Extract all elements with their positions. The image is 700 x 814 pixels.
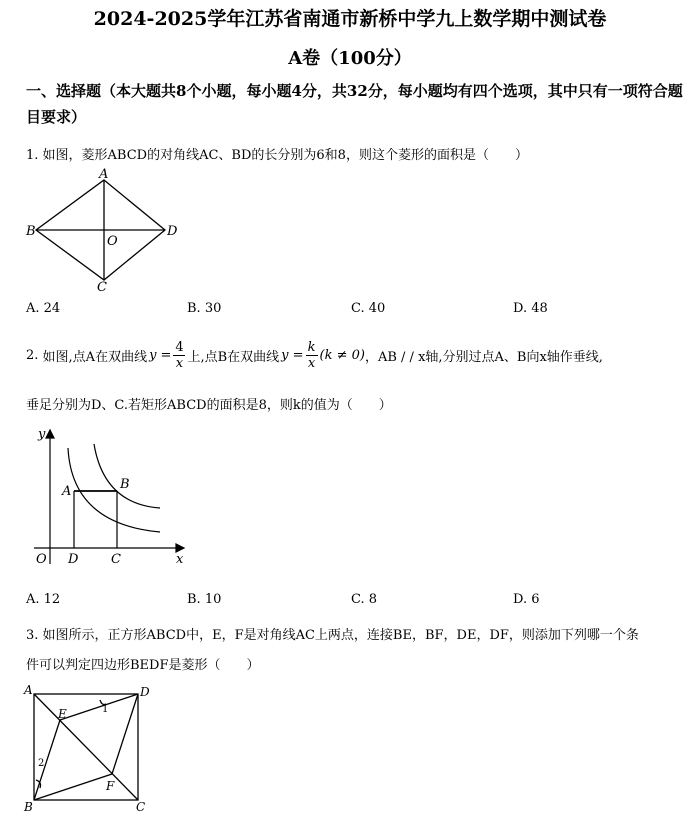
q2-fraction-1 <box>173 340 185 371</box>
vertex-label-d: D <box>167 224 178 239</box>
vertex-label-d: D <box>140 685 150 699</box>
point-label-a: A <box>62 484 72 499</box>
hyperbola-figure <box>24 424 194 572</box>
q2-text-part-3: ，AB / / x轴,分别过点A、B向x轴作垂线, <box>364 349 603 365</box>
question-3-line-1: 3. 如图所示，正方形ABCD中，E，F是对角线AC上两点，连接BE，BF，DE，DF，则添加下列哪一个条 <box>26 628 639 643</box>
page-title: 2024-2025学年江苏省南通市新桥中学九上数学期中测试卷 <box>93 8 607 30</box>
vertex-label-c: C <box>97 280 107 292</box>
q2-text-part-1: 如图,点A在双曲线 <box>42 349 148 365</box>
q2-option-a: A. 12 <box>26 592 61 607</box>
axis-label-y: y <box>38 427 46 442</box>
q2-fraction-2-denominator: x <box>307 355 316 371</box>
q2-number: 2. <box>26 347 39 363</box>
question-2-line-1 <box>26 333 686 377</box>
vertex-label-a: A <box>24 683 33 697</box>
page-subtitle: A卷（100分） <box>288 48 412 69</box>
section-heading: 一、选择题（本大题共8个小题，每小题4分，共32分，每小题均有四个选项，其中只有一项符合题目要求） <box>26 82 683 126</box>
vertex-label-b: B <box>24 800 33 814</box>
q2-text-part-2: 上,点B在双曲线 <box>187 349 280 365</box>
q1-option-c: C. 40 <box>351 301 386 316</box>
vertex-label-b: B <box>26 224 36 239</box>
point-label-b: B <box>120 477 130 492</box>
q2-fraction-1-numerator: 4 <box>175 339 184 355</box>
question-3-line-2: 件可以判定四边形BEDF是菱形（ ） <box>26 658 260 673</box>
vertex-label-a: A <box>99 168 109 182</box>
q2-option-c: C. 8 <box>351 592 378 607</box>
q1-option-b: B. 30 <box>187 301 222 316</box>
point-label-d: D <box>68 552 79 567</box>
q1-option-d: D. 48 <box>513 301 548 316</box>
q2-eq2-lhs: y = <box>281 347 304 363</box>
question-2-line-2: 垂足分别为D、C.若矩形ABCD的面积是8，则k的值为（ ） <box>26 398 392 413</box>
angle-label-2: 2 <box>38 758 45 769</box>
axis-label-x: x <box>176 552 184 567</box>
q2-option-d: D. 6 <box>513 592 540 607</box>
q2-fraction-1-denominator: x <box>175 355 184 371</box>
vertex-label-o: O <box>107 234 118 249</box>
rhombus-figure <box>24 168 184 292</box>
point-label-f: F <box>106 779 115 793</box>
square-figure <box>22 682 158 814</box>
q2-option-b: B. 10 <box>187 592 222 607</box>
q2-fraction-2 <box>306 340 318 371</box>
q2-eq2-condition: (k ≠ 0) <box>319 347 365 363</box>
angle-label-1: 1 <box>102 704 109 715</box>
question-1-text: 1. 如图，菱形ABCD的对角线AC、BD的长分别为6和8，则这个菱形的面积是（ ） <box>26 148 528 163</box>
q1-option-a: A. 24 <box>26 301 61 316</box>
point-label-c: C <box>111 552 121 567</box>
q2-fraction-2-numerator: k <box>307 339 316 355</box>
q2-eq1-lhs: y = <box>149 347 172 363</box>
point-label-e: E <box>58 707 67 721</box>
origin-label: O <box>36 552 47 567</box>
vertex-label-c: C <box>136 800 146 814</box>
